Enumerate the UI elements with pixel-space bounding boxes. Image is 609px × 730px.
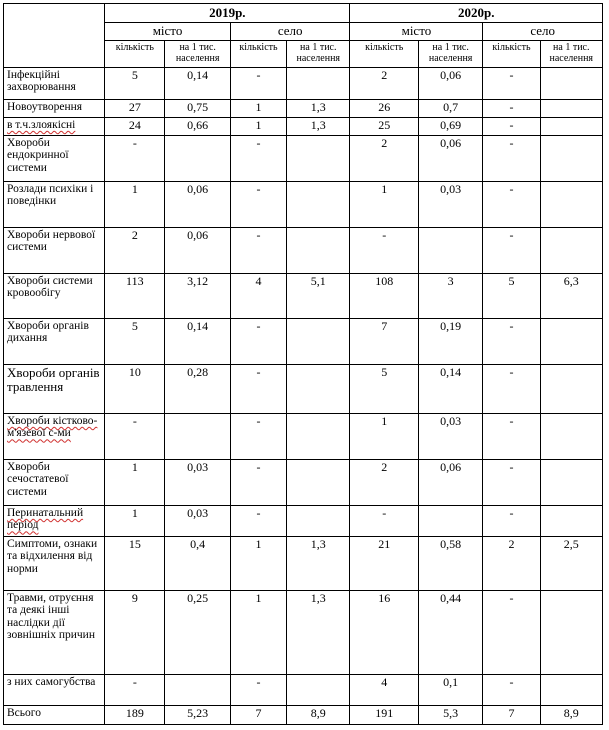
table-cell: - xyxy=(105,675,165,706)
row-label: Всього xyxy=(4,706,105,725)
row-label: Травми, отруєння та деякі інші наслідки дії зовнішніх причин xyxy=(4,591,105,675)
column-header: на 1 тис. населення xyxy=(165,41,230,68)
table-cell: 7 xyxy=(230,706,286,725)
table-cell: 6,3 xyxy=(540,274,602,319)
table-cell: - xyxy=(350,506,418,537)
table-cell: 16 xyxy=(350,591,418,675)
table-row xyxy=(4,414,603,460)
table-cell: 1 xyxy=(230,537,286,591)
column-header: на 1 тис. населення xyxy=(287,41,350,68)
table-row xyxy=(4,537,603,591)
table-cell: 1 xyxy=(105,460,165,506)
table-cell: 0,19 xyxy=(418,319,482,365)
table-cell: 1,3 xyxy=(287,118,350,136)
table-cell: 8,9 xyxy=(540,706,602,725)
row-label: в т.ч.злоякісні xyxy=(4,118,105,136)
row-label: Хвороби нервової системи xyxy=(4,228,105,274)
table-row xyxy=(4,460,603,506)
year-header: 2019р. xyxy=(105,4,350,23)
table-row xyxy=(4,365,603,414)
row-label: Симптоми, ознаки та відхилення від норми xyxy=(4,537,105,591)
table-cell: 0,75 xyxy=(165,100,230,118)
table-cell: 5 xyxy=(105,319,165,365)
table-cell: 5,3 xyxy=(418,706,482,725)
table-cell: 5,23 xyxy=(165,706,230,725)
table-cell: 2 xyxy=(483,537,540,591)
table-cell xyxy=(287,675,350,706)
table-cell: 0,06 xyxy=(165,182,230,228)
table-row xyxy=(4,675,603,706)
table-cell: 2,5 xyxy=(540,537,602,591)
table-cell xyxy=(287,319,350,365)
row-label: Хвороби системи кровообігу xyxy=(4,274,105,319)
table-row xyxy=(4,319,603,365)
table-cell: - xyxy=(483,100,540,118)
table-cell xyxy=(540,506,602,537)
table-cell xyxy=(287,136,350,182)
table-cell xyxy=(165,414,230,460)
table-cell xyxy=(287,68,350,100)
table-cell: 2 xyxy=(350,136,418,182)
table-cell: 0,25 xyxy=(165,591,230,675)
table-cell: - xyxy=(230,136,286,182)
table-cell: 1 xyxy=(350,182,418,228)
table-cell xyxy=(540,365,602,414)
table-cell: 0,14 xyxy=(418,365,482,414)
table-cell: 0,66 xyxy=(165,118,230,136)
table-cell: 1 xyxy=(230,591,286,675)
table-row xyxy=(4,100,603,118)
table-cell: 5 xyxy=(483,274,540,319)
table-cell: - xyxy=(483,136,540,182)
table-cell: 0,14 xyxy=(165,68,230,100)
table-row xyxy=(4,706,603,725)
table-cell: - xyxy=(483,591,540,675)
table-cell: 21 xyxy=(350,537,418,591)
table-cell: - xyxy=(230,675,286,706)
table-cell: 0,1 xyxy=(418,675,482,706)
table-cell: 5 xyxy=(350,365,418,414)
table-cell: 1 xyxy=(350,414,418,460)
table-cell: - xyxy=(105,414,165,460)
row-label: з них самогубства xyxy=(4,675,105,706)
table-cell xyxy=(540,460,602,506)
table-cell: 3,12 xyxy=(165,274,230,319)
table-cell: 1 xyxy=(105,506,165,537)
table-cell: - xyxy=(483,365,540,414)
year-header: 2020р. xyxy=(350,4,603,23)
table-cell: - xyxy=(483,460,540,506)
settlement-header: село xyxy=(230,23,350,41)
table-cell xyxy=(540,136,602,182)
table-row xyxy=(4,136,603,182)
table-cell: - xyxy=(483,182,540,228)
table-cell: - xyxy=(483,68,540,100)
column-header: кількість xyxy=(105,41,165,68)
table-cell xyxy=(540,118,602,136)
table-cell: 5 xyxy=(105,68,165,100)
table-cell xyxy=(287,414,350,460)
table-cell: 8,9 xyxy=(287,706,350,725)
row-label xyxy=(4,414,105,460)
row-label: Новоутворення xyxy=(4,100,105,118)
table-cell: - xyxy=(230,506,286,537)
table-cell: 3 xyxy=(418,274,482,319)
table-cell: - xyxy=(105,136,165,182)
table-cell: 1,3 xyxy=(287,591,350,675)
table-cell xyxy=(287,182,350,228)
table-cell: - xyxy=(230,414,286,460)
table-cell: - xyxy=(230,228,286,274)
table-cell: 2 xyxy=(105,228,165,274)
table-row xyxy=(4,68,603,100)
settlement-header: місто xyxy=(350,23,483,41)
row-label: Інфекційні захворювання xyxy=(4,68,105,100)
table-cell: 24 xyxy=(105,118,165,136)
table-cell: 0,69 xyxy=(418,118,482,136)
row-label: Хвороби ендокринної системи xyxy=(4,136,105,182)
table-cell xyxy=(287,365,350,414)
table-cell: 7 xyxy=(483,706,540,725)
table-cell: 7 xyxy=(350,319,418,365)
table-cell: 189 xyxy=(105,706,165,725)
table-row xyxy=(4,182,603,228)
table-cell: 26 xyxy=(350,100,418,118)
settlement-header: місто xyxy=(105,23,231,41)
table-cell: 5,1 xyxy=(287,274,350,319)
table-cell xyxy=(540,228,602,274)
table-cell: 0,44 xyxy=(418,591,482,675)
table-cell xyxy=(540,414,602,460)
table-cell: - xyxy=(483,675,540,706)
table-cell: 0,28 xyxy=(165,365,230,414)
settlement-header: село xyxy=(483,23,603,41)
column-header: кількість xyxy=(483,41,540,68)
table-cell xyxy=(418,506,482,537)
column-header: кількість xyxy=(350,41,418,68)
row-label: Хвороби сечостатевої системи xyxy=(4,460,105,506)
table-cell xyxy=(287,460,350,506)
table-cell: 15 xyxy=(105,537,165,591)
table-cell: 2 xyxy=(350,68,418,100)
mortality-table xyxy=(3,3,603,725)
row-label: Хвороби органів травлення xyxy=(4,365,105,414)
table-cell xyxy=(540,319,602,365)
table-cell: 10 xyxy=(105,365,165,414)
table-cell: 0,06 xyxy=(418,68,482,100)
table-cell: - xyxy=(230,319,286,365)
table-row xyxy=(4,228,603,274)
table-cell: - xyxy=(483,319,540,365)
table-row xyxy=(4,506,603,537)
table-cell: 4 xyxy=(350,675,418,706)
table-cell: 1,3 xyxy=(287,100,350,118)
table-cell: 0,06 xyxy=(418,136,482,182)
table-cell: - xyxy=(483,506,540,537)
table-cell: 27 xyxy=(105,100,165,118)
table-cell: - xyxy=(230,182,286,228)
table-cell: 1 xyxy=(230,118,286,136)
table-cell: 0,14 xyxy=(165,319,230,365)
table-row xyxy=(4,274,603,319)
table-cell xyxy=(287,228,350,274)
table-cell xyxy=(540,182,602,228)
table-cell: 0,03 xyxy=(418,414,482,460)
table-cell: 113 xyxy=(105,274,165,319)
table-cell: - xyxy=(230,460,286,506)
table-cell: 0,03 xyxy=(165,460,230,506)
table-row xyxy=(4,118,603,136)
table-cell xyxy=(418,228,482,274)
table-cell: 25 xyxy=(350,118,418,136)
header-corner-cell xyxy=(4,4,105,68)
table-cell: 1 xyxy=(105,182,165,228)
table-cell xyxy=(165,675,230,706)
table-cell: 9 xyxy=(105,591,165,675)
table-cell: 108 xyxy=(350,274,418,319)
column-header: на 1 тис. населення xyxy=(418,41,482,68)
table-cell: 0,03 xyxy=(165,506,230,537)
table-cell: - xyxy=(230,68,286,100)
table-cell: - xyxy=(350,228,418,274)
table-cell: 0,03 xyxy=(418,182,482,228)
table-cell: 0,06 xyxy=(165,228,230,274)
table-cell: 0,7 xyxy=(418,100,482,118)
table-cell: 2 xyxy=(350,460,418,506)
table-cell: 4 xyxy=(230,274,286,319)
table-cell: - xyxy=(230,365,286,414)
table-row xyxy=(4,591,603,675)
table-cell xyxy=(287,506,350,537)
table-cell: 191 xyxy=(350,706,418,725)
column-header: кількість xyxy=(230,41,286,68)
row-label: Розлади психіки і поведінки xyxy=(4,182,105,228)
table-cell xyxy=(165,136,230,182)
table-cell xyxy=(540,68,602,100)
table-cell: 1,3 xyxy=(287,537,350,591)
table-cell xyxy=(540,675,602,706)
table-cell: - xyxy=(483,414,540,460)
table-cell: - xyxy=(483,228,540,274)
table-cell: 0,06 xyxy=(418,460,482,506)
row-label-text: Хвороби кістково-м'язевої с-ми xyxy=(7,415,98,440)
table-cell xyxy=(540,100,602,118)
row-label: Хвороби органів дихання xyxy=(4,319,105,365)
table-cell: 0,58 xyxy=(418,537,482,591)
row-label: Перинатальний період xyxy=(4,506,105,537)
table-cell xyxy=(540,591,602,675)
table-cell: 1 xyxy=(230,100,286,118)
column-header: на 1 тис. населення xyxy=(540,41,602,68)
table-cell: - xyxy=(483,118,540,136)
table-cell: 0,4 xyxy=(165,537,230,591)
